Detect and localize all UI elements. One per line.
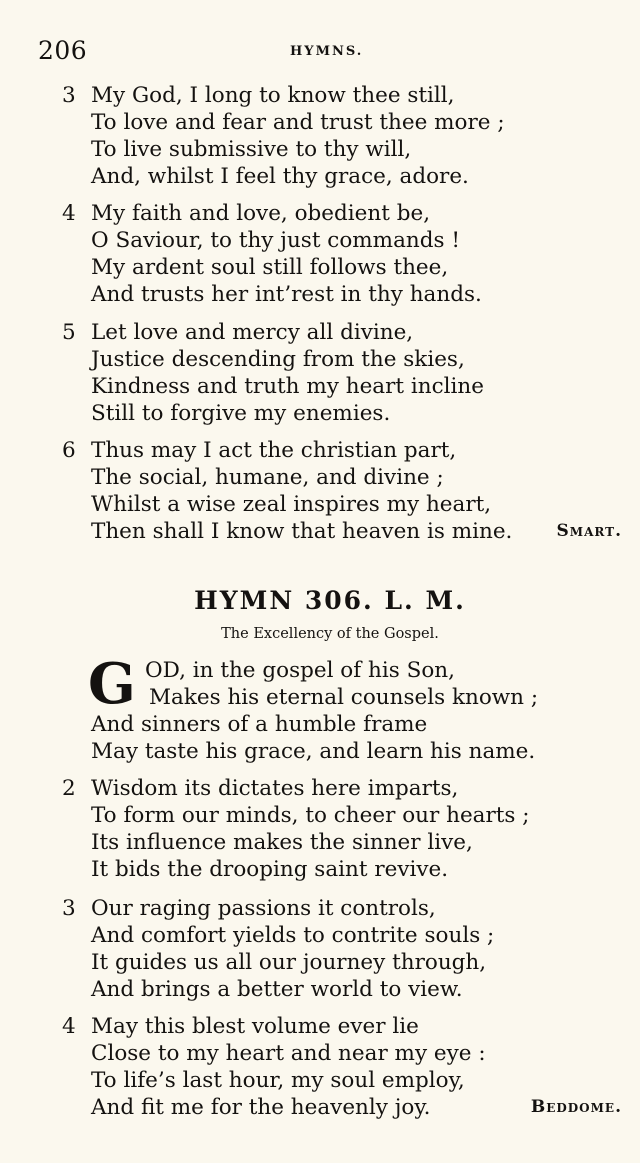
verse-line: It bids the drooping saint revive. — [91, 857, 449, 882]
verse-line: And brings a better world to view. — [91, 977, 463, 1002]
stanza-number: 5 — [62, 320, 76, 345]
stanza — [0, 200, 640, 308]
verse-line: Its influence makes the sinner live, — [91, 830, 473, 855]
verse-line: Makes his eternal counsels known ; — [149, 685, 539, 710]
verse-line: And trusts her int’rest in thy hands. — [91, 282, 482, 307]
stanza-number: 4 — [62, 1014, 76, 1039]
verse-line: May taste his grace, and learn his name. — [91, 739, 536, 764]
verse-line: And fit me for the heavenly joy. Beddome. — [91, 1095, 622, 1120]
verse-line: 5 Let love and mercy all divine, — [62, 320, 414, 345]
stanza-number: 2 — [62, 776, 76, 801]
verse-line: The social, humane, and divine ; — [91, 465, 444, 490]
verse-line: 4 My faith and love, obedient be, — [62, 201, 431, 226]
stanza-number: 3 — [62, 896, 76, 921]
verse-line: 4 May this blest volume ever lie — [62, 1014, 419, 1039]
verse-line: My ardent soul still follows thee, — [91, 255, 449, 280]
verse-line: Then shall I know that heaven is mine. Smart. — [91, 519, 622, 544]
verse-line: 2 Wisdom its dictates here imparts, — [62, 776, 459, 801]
stanza-number: 4 — [62, 201, 76, 226]
page-number: 206 — [38, 36, 88, 65]
verse-line: Justice descending from the skies, — [91, 347, 465, 372]
verse-line: Still to forgive my enemies. — [91, 401, 391, 426]
verse-line: 3 My God, I long to know thee still, — [62, 83, 455, 108]
verse-line: 6 Thus may I act the christian part, — [62, 438, 457, 463]
verse-line: And, whilst I feel thy grace, adore. — [91, 164, 469, 189]
stanza — [0, 319, 640, 427]
verse-line: Kindness and truth my heart incline — [91, 374, 484, 399]
verse-line: To life’s last hour, my soul employ, — [91, 1068, 465, 1093]
hymn-title: HYMN 306. L. M. — [194, 586, 466, 615]
stanza-number: 3 — [62, 83, 76, 108]
verse-line: O Saviour, to thy just commands ! — [91, 228, 461, 253]
stanza — [0, 1013, 640, 1121]
verse-line: And sinners of a humble frame — [91, 712, 428, 737]
stanza — [0, 437, 640, 545]
running-head: HYMNS. — [290, 44, 364, 59]
verse-line: Whilst a wise zeal inspires my heart, — [91, 492, 492, 517]
verse-line: Close to my heart and near my eye : — [91, 1041, 486, 1066]
verse-line: To live submissive to thy will, — [91, 137, 412, 162]
stanza — [0, 775, 640, 883]
stanza — [0, 82, 640, 190]
drop-cap: G — [88, 651, 136, 717]
hymn-subtitle: The Excellency of the Gospel. — [221, 626, 439, 642]
verse-line: To love and fear and trust thee more ; — [91, 110, 505, 135]
hymn-author: Beddome. — [530, 1097, 622, 1117]
stanza — [0, 651, 640, 765]
verse-line: It guides us all our journey through, — [91, 950, 487, 975]
stanza-number: 6 — [62, 438, 76, 463]
stanza — [0, 895, 640, 1003]
verse-line: 3 Our raging passions it controls, — [62, 896, 436, 921]
verse-line: And comfort yields to contrite souls ; — [91, 923, 495, 948]
hymn-author: Smart. — [556, 521, 622, 541]
verse-line: OD, in the gospel of his Son, — [145, 658, 455, 683]
verse-line: To form our minds, to cheer our hearts ; — [91, 803, 530, 828]
